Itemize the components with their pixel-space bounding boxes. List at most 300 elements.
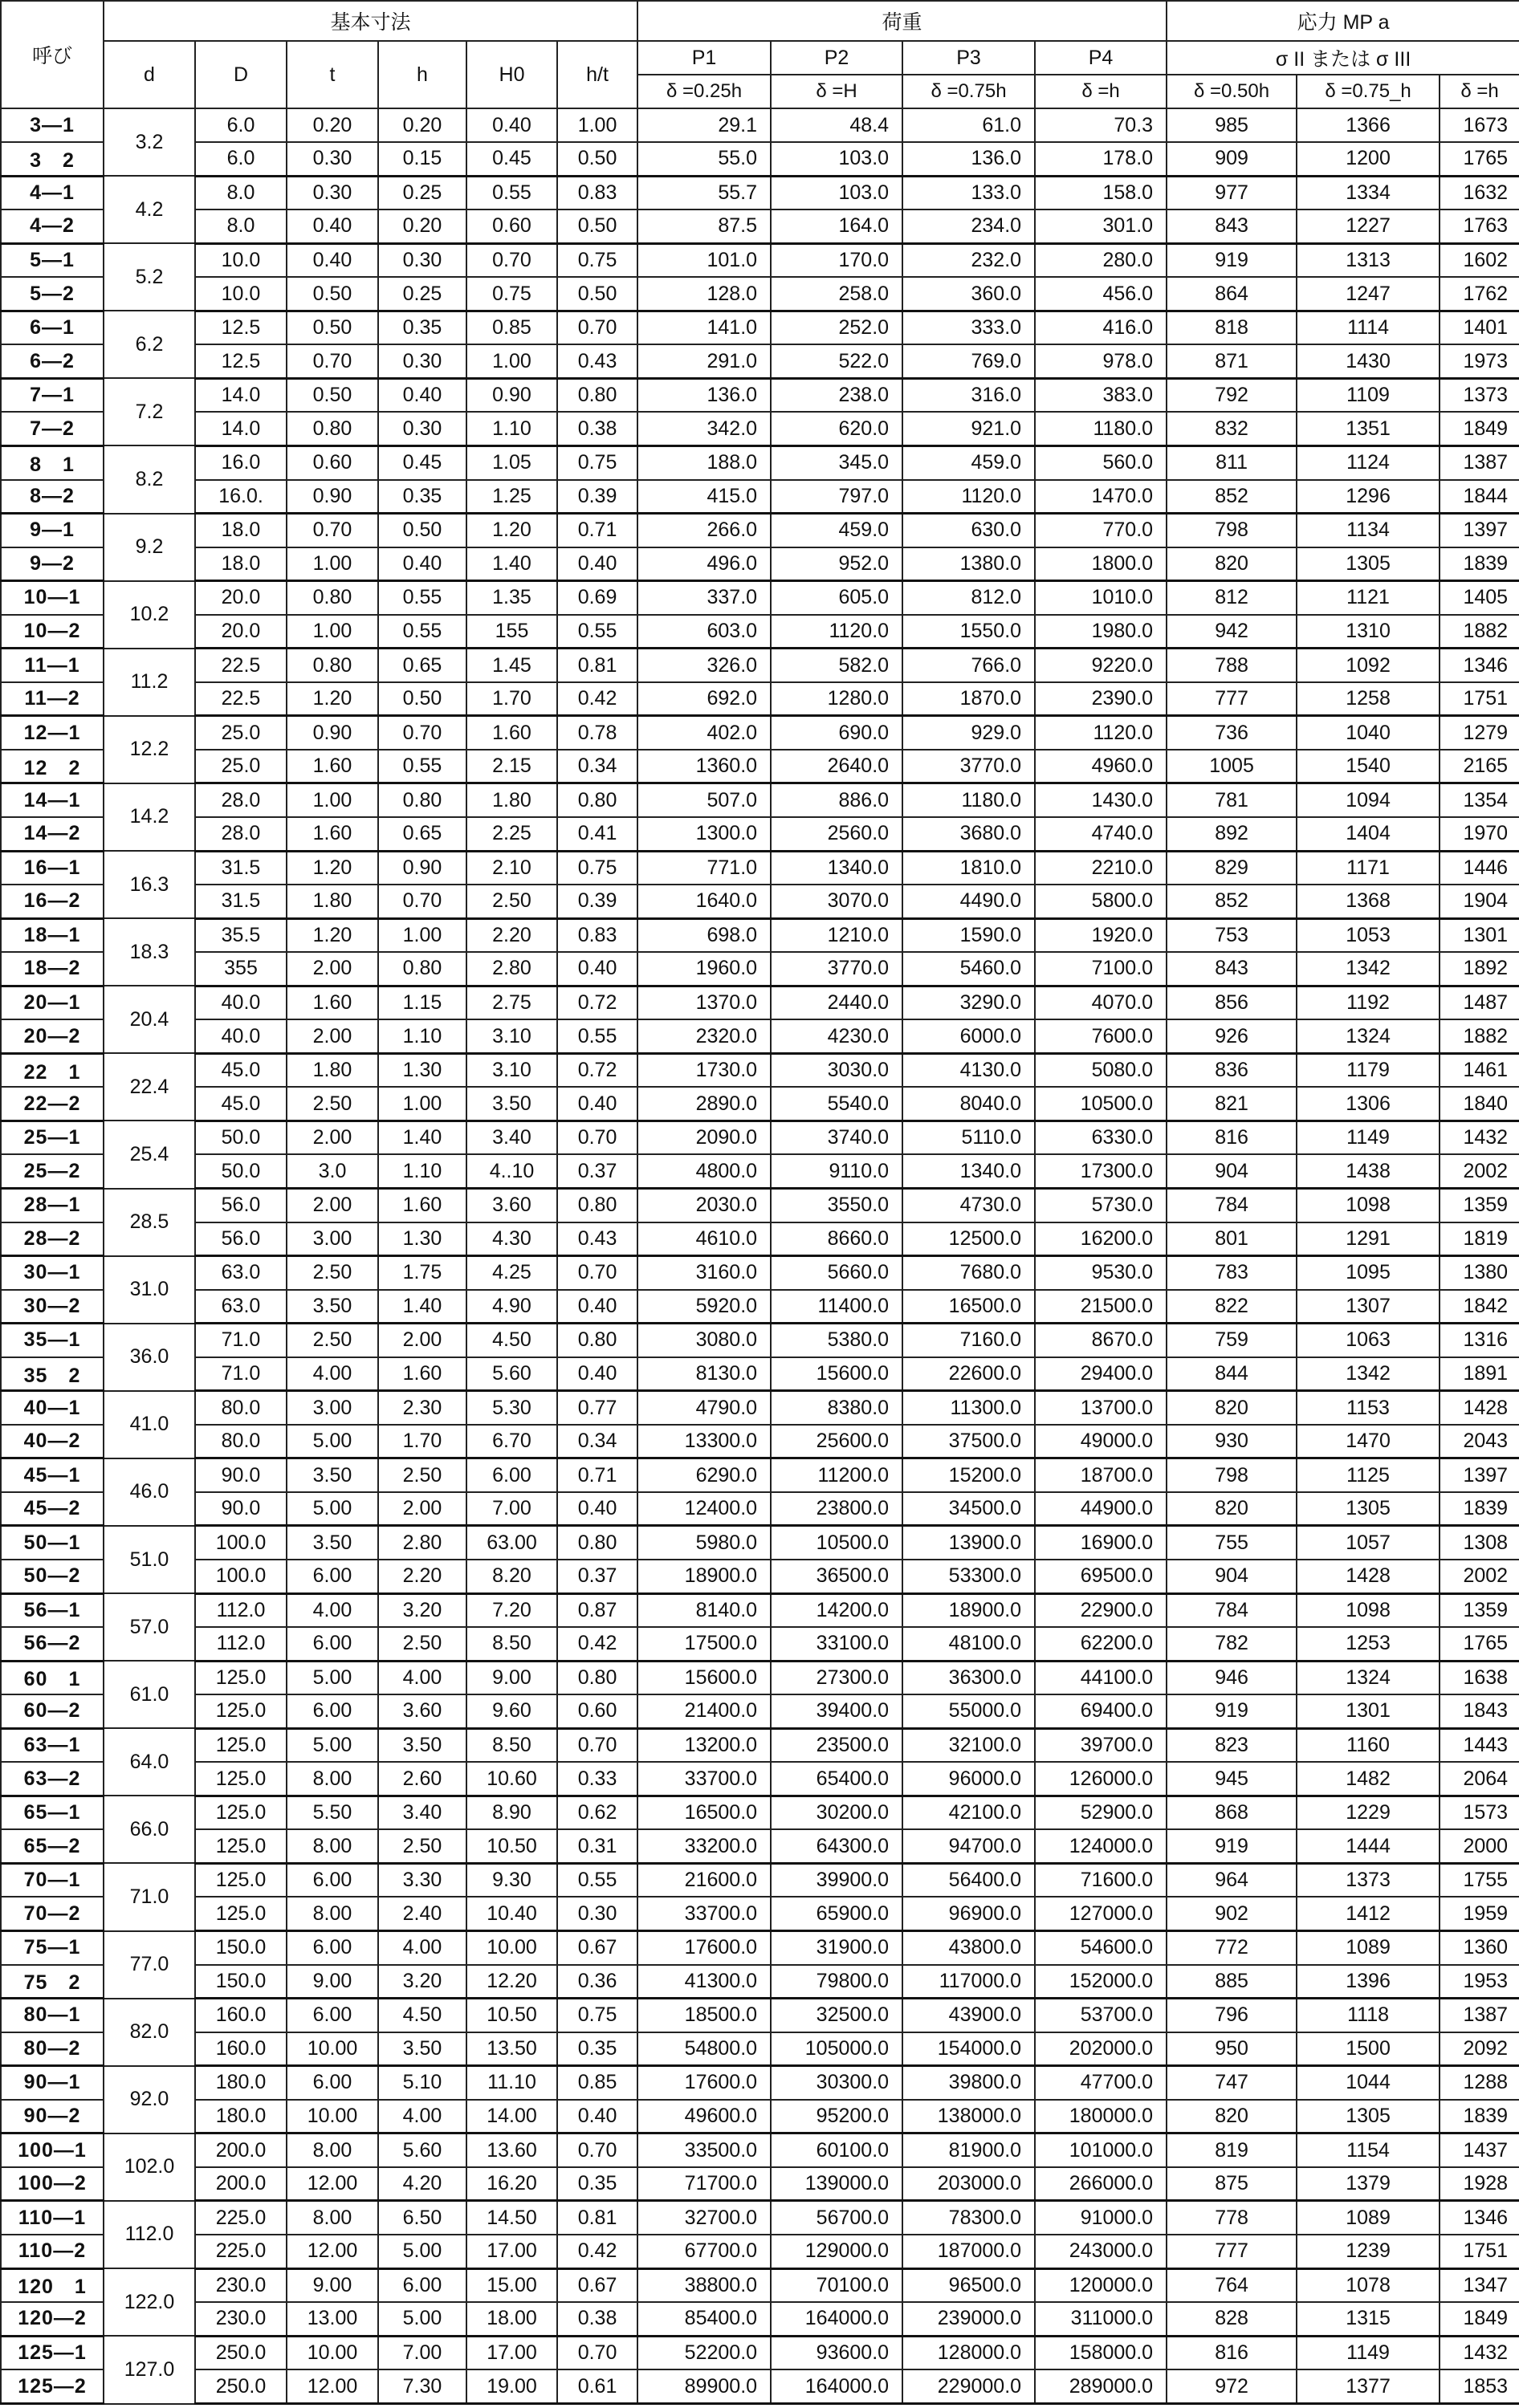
cell-H0: 2.50 [466,885,557,918]
cell-p4: 47700.0 [1035,2066,1167,2100]
cell-p4: 202000.0 [1035,2032,1167,2066]
cell-p4: 16200.0 [1035,1222,1167,1256]
cell-h: 0.50 [378,514,466,547]
cell-stress-s2: 1500 [1297,2032,1440,2066]
header-delta-p3: δ =0.75h [902,75,1035,108]
cell-h-over-t: 0.42 [557,1627,637,1661]
cell-D: 225.0 [195,2201,287,2235]
table-row [1,108,1519,142]
cell-p4: 17300.0 [1035,1154,1167,1188]
cell-p3: 36300.0 [902,1661,1035,1694]
cell-nominal: 80—1 [1,1999,104,2032]
cell-stress-s2: 1153 [1297,1391,1440,1425]
cell-p3: 8040.0 [902,1087,1035,1121]
cell-h-over-t: 0.40 [557,547,637,581]
cell-h-over-t: 0.71 [557,514,637,547]
table-row [1,412,1519,445]
cell-D: 22.5 [195,682,287,716]
cell-h-over-t: 0.70 [557,1256,637,1290]
cell-H0: 7.20 [466,1593,557,1627]
cell-h-over-t: 0.75 [557,243,637,277]
cell-p3: 4490.0 [902,885,1035,918]
cell-h: 1.10 [378,1154,466,1188]
cell-h: 2.30 [378,1391,466,1425]
cell-H0: 0.90 [466,378,557,412]
cell-stress-s2: 1094 [1297,783,1440,817]
cell-nominal: 12—1 [1,716,104,750]
cell-stress-s1: 977 [1167,176,1297,209]
cell-p2: 582.0 [771,649,902,682]
cell-stress-s3: 1428 [1440,1391,1519,1425]
cell-nominal: 35 2 [1,1357,104,1391]
cell-p1: 33700.0 [637,1897,771,1930]
cell-D: 6.0 [195,142,287,176]
cell-p3: 96000.0 [902,1762,1035,1796]
cell-h: 1.15 [378,986,466,1019]
cell-stress-s1: 783 [1167,1256,1297,1290]
table-row [1,649,1519,682]
cell-h-over-t: 0.80 [557,1661,637,1694]
cell-p2: 4230.0 [771,1019,902,1053]
cell-D: 25.0 [195,716,287,750]
header-stress-sub: σ II または σ III [1167,41,1519,75]
cell-h-over-t: 0.50 [557,277,637,311]
cell-h: 5.00 [378,2235,466,2268]
table-row [1,142,1519,176]
cell-t: 0.40 [287,209,378,243]
cell-p2: 620.0 [771,412,902,445]
cell-h-over-t: 0.43 [557,1222,637,1256]
cell-h: 3.30 [378,1863,466,1897]
cell-H0: 14.50 [466,2201,557,2235]
cell-p2: 11200.0 [771,1458,902,1492]
cell-t: 2.00 [287,1019,378,1053]
cell-d: 77.0 [104,1931,195,1999]
cell-p4: 124000.0 [1035,1829,1167,1863]
cell-h: 7.30 [378,2369,466,2403]
cell-H0: 1.20 [466,514,557,547]
table-row [1,1019,1519,1053]
cell-p4: 770.0 [1035,514,1167,547]
cell-stress-s1: 759 [1167,1324,1297,1357]
cell-stress-s3: 1432 [1440,1121,1519,1154]
cell-stress-s2: 1239 [1297,2235,1440,2268]
cell-stress-s2: 1296 [1297,480,1440,514]
cell-stress-s1: 885 [1167,1965,1297,1999]
cell-D: 56.0 [195,1222,287,1256]
cell-D: 12.5 [195,311,287,344]
cell-d: 28.5 [104,1189,195,1256]
cell-stress-s3: 1751 [1440,2235,1519,2268]
cell-p1: 12400.0 [637,1492,771,1526]
cell-nominal: 4—2 [1,209,104,243]
header-P3: P3 [902,41,1035,75]
cell-t: 8.00 [287,1897,378,1930]
cell-p4: 1120.0 [1035,716,1167,750]
cell-p3: 630.0 [902,514,1035,547]
cell-p1: 49600.0 [637,2100,771,2133]
cell-p1: 1300.0 [637,817,771,851]
table-row [1,1796,1519,1829]
cell-h-over-t: 0.41 [557,817,637,851]
cell-p1: 8130.0 [637,1357,771,1391]
table-row [1,1053,1519,1087]
cell-t: 0.80 [287,581,378,615]
cell-d: 66.0 [104,1796,195,1863]
header-D: D [195,41,287,108]
cell-p1: 54800.0 [637,2032,771,2066]
cell-stress-s2: 1124 [1297,445,1440,479]
cell-stress-s3: 1765 [1440,1627,1519,1661]
cell-H0: 8.50 [466,1728,557,1762]
cell-stress-s3: 1970 [1440,817,1519,851]
cell-D: 100.0 [195,1560,287,1593]
cell-D: 160.0 [195,2032,287,2066]
cell-p2: 8380.0 [771,1391,902,1425]
cell-stress-s1: 816 [1167,2336,1297,2369]
cell-d: 122.0 [104,2268,195,2336]
cell-nominal: 6—2 [1,344,104,378]
cell-D: 18.0 [195,514,287,547]
cell-stress-s1: 843 [1167,952,1297,986]
cell-t: 0.80 [287,649,378,682]
cell-h: 2.00 [378,1492,466,1526]
cell-H0: 18.00 [466,2302,557,2336]
cell-d: 25.4 [104,1121,195,1188]
cell-nominal: 45—1 [1,1458,104,1492]
cell-stress-s3: 1882 [1440,615,1519,649]
cell-p1: 266.0 [637,514,771,547]
cell-h-over-t: 0.42 [557,682,637,716]
cell-nominal: 18—2 [1,952,104,986]
cell-H0: 2.80 [466,952,557,986]
cell-p3: 78300.0 [902,2201,1035,2235]
cell-p2: 605.0 [771,581,902,615]
cell-nominal: 5—1 [1,243,104,277]
cell-h-over-t: 0.34 [557,750,637,783]
cell-stress-s3: 1346 [1440,649,1519,682]
cell-p2: 5660.0 [771,1256,902,1290]
cell-d: 20.4 [104,986,195,1053]
cell-nominal: 9—2 [1,547,104,581]
cell-nominal: 80—2 [1,2032,104,2066]
table-row [1,176,1519,209]
cell-stress-s2: 1149 [1297,1121,1440,1154]
cell-p4: 8670.0 [1035,1324,1167,1357]
cell-t: 6.00 [287,1694,378,1728]
cell-p3: 459.0 [902,445,1035,479]
cell-stress-s3: 1892 [1440,952,1519,986]
cell-stress-s1: 946 [1167,1661,1297,1694]
cell-p3: 117000.0 [902,1965,1035,1999]
table-row [1,2268,1519,2302]
cell-stress-s3: 1973 [1440,344,1519,378]
cell-t: 1.80 [287,885,378,918]
cell-p4: 18700.0 [1035,1458,1167,1492]
cell-stress-s1: 904 [1167,1560,1297,1593]
cell-h: 4.50 [378,1999,466,2032]
cell-D: 230.0 [195,2268,287,2302]
cell-H0: 4..10 [466,1154,557,1188]
cell-t: 10.00 [287,2100,378,2133]
cell-h: 2.60 [378,1762,466,1796]
cell-p2: 2560.0 [771,817,902,851]
cell-D: 63.0 [195,1256,287,1290]
cell-h: 1.00 [378,1087,466,1121]
cell-p1: 3080.0 [637,1324,771,1357]
cell-p3: 94700.0 [902,1829,1035,1863]
cell-t: 1.80 [287,1053,378,1087]
cell-h: 0.70 [378,716,466,750]
cell-nominal: 56—2 [1,1627,104,1661]
cell-p2: 139000.0 [771,2167,902,2201]
cell-h: 0.90 [378,851,466,885]
cell-stress-s2: 1428 [1297,1560,1440,1593]
cell-h-over-t: 0.55 [557,615,637,649]
cell-p3: 15200.0 [902,1458,1035,1492]
cell-p1: 603.0 [637,615,771,649]
cell-p4: 44900.0 [1035,1492,1167,1526]
table-row [1,783,1519,817]
cell-stress-s2: 1342 [1297,952,1440,986]
cell-stress-s1: 781 [1167,783,1297,817]
cell-p2: 39400.0 [771,1694,902,1728]
cell-p2: 5540.0 [771,1087,902,1121]
cell-stress-s2: 1253 [1297,1627,1440,1661]
cell-H0: 5.60 [466,1357,557,1391]
cell-D: 90.0 [195,1492,287,1526]
cell-H0: 10.00 [466,1931,557,1965]
cell-h-over-t: 0.70 [557,1728,637,1762]
table-row [1,817,1519,851]
cell-stress-s1: 945 [1167,1762,1297,1796]
cell-p2: 65400.0 [771,1762,902,1796]
cell-p2: 886.0 [771,783,902,817]
cell-p2: 2440.0 [771,986,902,1019]
cell-nominal: 125—2 [1,2369,104,2403]
cell-d: 92.0 [104,2066,195,2133]
cell-t: 3.0 [287,1154,378,1188]
cell-p1: 41300.0 [637,1965,771,1999]
cell-h-over-t: 0.72 [557,986,637,1019]
cell-h: 0.80 [378,952,466,986]
cell-nominal: 11—2 [1,682,104,716]
table-row [1,1425,1519,1458]
table-row [1,581,1519,615]
cell-p3: 56400.0 [902,1863,1035,1897]
cell-nominal: 3 2 [1,142,104,176]
cell-p4: 4070.0 [1035,986,1167,1019]
cell-p1: 496.0 [637,547,771,581]
cell-t: 6.00 [287,2066,378,2100]
cell-d: 4.2 [104,176,195,243]
cell-p3: 3680.0 [902,817,1035,851]
cell-H0: 19.00 [466,2369,557,2403]
cell-t: 0.50 [287,311,378,344]
cell-p2: 79800.0 [771,1965,902,1999]
cell-p3: 53300.0 [902,1560,1035,1593]
cell-nominal: 35—1 [1,1324,104,1357]
cell-stress-s1: 919 [1167,243,1297,277]
cell-p2: 36500.0 [771,1560,902,1593]
cell-stress-s1: 818 [1167,311,1297,344]
cell-h: 3.60 [378,1694,466,1728]
cell-H0: 4.25 [466,1256,557,1290]
cell-stress-s3: 1360 [1440,1931,1519,1965]
cell-H0: 1.80 [466,783,557,817]
cell-p3: 48100.0 [902,1627,1035,1661]
cell-stress-s3: 1443 [1440,1728,1519,1762]
cell-p2: 30200.0 [771,1796,902,1829]
cell-p1: 13200.0 [637,1728,771,1762]
cell-h: 3.20 [378,1593,466,1627]
cell-p4: 2390.0 [1035,682,1167,716]
cell-t: 10.00 [287,2336,378,2369]
cell-p1: 4790.0 [637,1391,771,1425]
cell-nominal: 125—1 [1,2336,104,2369]
cell-h: 0.35 [378,480,466,514]
cell-h: 1.60 [378,1189,466,1222]
table-row [1,682,1519,716]
table-row [1,1999,1519,2032]
cell-p1: 4800.0 [637,1154,771,1188]
cell-h-over-t: 0.34 [557,1425,637,1458]
cell-t: 0.90 [287,480,378,514]
cell-D: 125.0 [195,1829,287,1863]
table-row [1,1560,1519,1593]
cell-stress-s3: 1673 [1440,108,1519,142]
header-H0: H0 [466,41,557,108]
cell-d: 36.0 [104,1324,195,1391]
cell-p1: 16500.0 [637,1796,771,1829]
cell-t: 8.00 [287,1829,378,1863]
cell-H0: 0.85 [466,311,557,344]
cell-p2: 1210.0 [771,918,902,952]
cell-p1: 4610.0 [637,1222,771,1256]
cell-h-over-t: 0.78 [557,716,637,750]
cell-t: 0.60 [287,445,378,479]
cell-p4: 70.3 [1035,108,1167,142]
cell-stress-s2: 1305 [1297,547,1440,581]
cell-p4: 1430.0 [1035,783,1167,817]
cell-D: 160.0 [195,1999,287,2032]
header-load: 荷重 [637,1,1167,41]
cell-stress-s3: 1405 [1440,581,1519,615]
cell-p1: 141.0 [637,311,771,344]
cell-p2: 30300.0 [771,2066,902,2100]
cell-H0: 1.10 [466,412,557,445]
cell-p4: 1980.0 [1035,615,1167,649]
cell-h-over-t: 0.62 [557,1796,637,1829]
cell-h: 5.60 [378,2133,466,2167]
cell-p2: 164.0 [771,209,902,243]
cell-p2: 103.0 [771,142,902,176]
table-row [1,1087,1519,1121]
cell-p2: 459.0 [771,514,902,547]
cell-p4: 54600.0 [1035,1931,1167,1965]
cell-p3: 766.0 [902,649,1035,682]
cell-p4: 6330.0 [1035,1121,1167,1154]
cell-stress-s3: 1346 [1440,2201,1519,2235]
cell-stress-s1: 820 [1167,2100,1297,2133]
table-row [1,2235,1519,2268]
cell-p3: 7680.0 [902,1256,1035,1290]
cell-t: 1.60 [287,750,378,783]
cell-p3: 1380.0 [902,547,1035,581]
cell-p2: 3030.0 [771,1053,902,1087]
cell-D: 125.0 [195,1661,287,1694]
cell-stress-s1: 777 [1167,2235,1297,2268]
cell-p1: 38800.0 [637,2268,771,2302]
table-row [1,2167,1519,2201]
cell-stress-s1: 764 [1167,2268,1297,2302]
cell-H0: 1.60 [466,716,557,750]
cell-D: 355 [195,952,287,986]
cell-p2: 5380.0 [771,1324,902,1357]
table-row [1,1391,1519,1425]
cell-h-over-t: 0.42 [557,2235,637,2268]
cell-p1: 8140.0 [637,1593,771,1627]
cell-D: 125.0 [195,1863,287,1897]
cell-t: 3.50 [287,1458,378,1492]
cell-stress-s1: 820 [1167,1492,1297,1526]
cell-p1: 2320.0 [637,1019,771,1053]
cell-h-over-t: 0.85 [557,2066,637,2100]
header-nominal: 呼び [1,1,104,108]
cell-p2: 345.0 [771,445,902,479]
cell-D: 180.0 [195,2100,287,2133]
cell-p4: 416.0 [1035,311,1167,344]
cell-p4: 560.0 [1035,445,1167,479]
cell-p1: 1640.0 [637,885,771,918]
cell-stress-s3: 1638 [1440,1661,1519,1694]
cell-t: 0.50 [287,378,378,412]
cell-H0: 11.10 [466,2066,557,2100]
cell-nominal: 20—2 [1,1019,104,1053]
cell-h: 2.50 [378,1627,466,1661]
cell-nominal: 20—1 [1,986,104,1019]
cell-p4: 383.0 [1035,378,1167,412]
cell-stress-s2: 1342 [1297,1357,1440,1391]
cell-h: 0.15 [378,142,466,176]
cell-h: 0.55 [378,581,466,615]
table-row [1,851,1519,885]
cell-stress-s3: 1301 [1440,918,1519,952]
cell-p1: 692.0 [637,682,771,716]
cell-h-over-t: 0.38 [557,2302,637,2336]
cell-nominal: 40—2 [1,1425,104,1458]
cell-nominal: 10—2 [1,615,104,649]
cell-H0: 9.60 [466,1694,557,1728]
cell-nominal: 70—2 [1,1897,104,1930]
cell-stress-s1: 828 [1167,2302,1297,2336]
cell-h: 0.30 [378,412,466,445]
table-row [1,2369,1519,2403]
cell-p3: 154000.0 [902,2032,1035,2066]
cell-t: 3.00 [287,1391,378,1425]
cell-stress-s2: 1307 [1297,1290,1440,1324]
cell-D: 40.0 [195,1019,287,1053]
cell-H0: 17.00 [466,2235,557,2268]
cell-d: 127.0 [104,2336,195,2403]
cell-t: 0.30 [287,142,378,176]
table-row [1,885,1519,918]
cell-h: 1.30 [378,1222,466,1256]
cell-nominal: 12 2 [1,750,104,783]
cell-stress-s1: 823 [1167,1728,1297,1762]
cell-nominal: 70—1 [1,1863,104,1897]
cell-D: 45.0 [195,1053,287,1087]
